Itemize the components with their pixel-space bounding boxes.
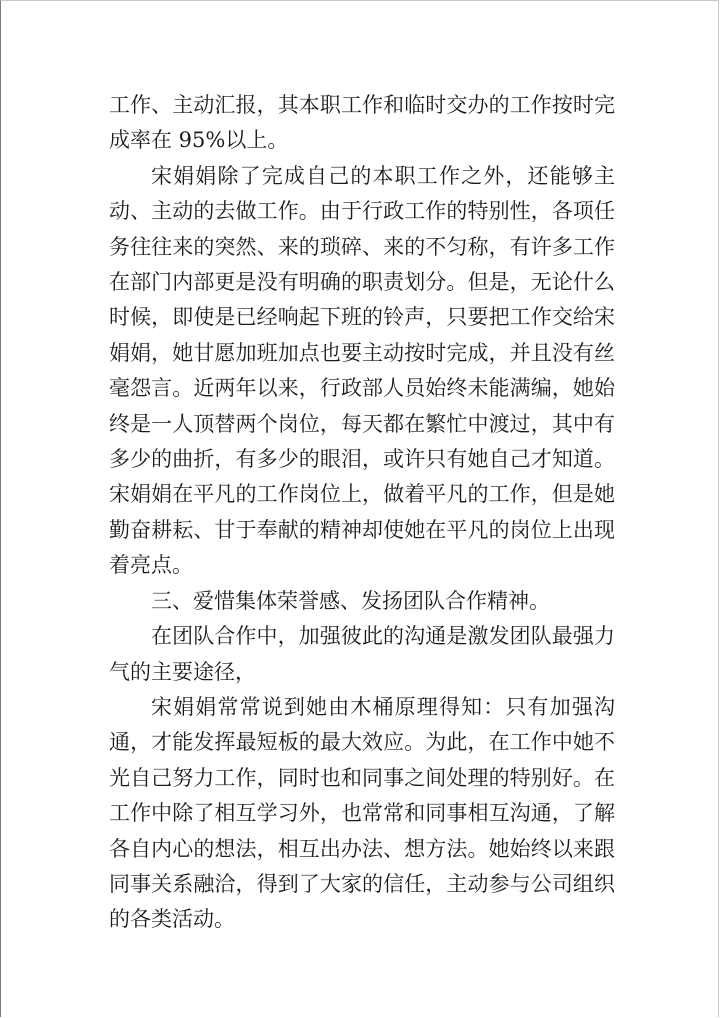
paragraph-initiative: 宋娟娟除了完成自己的本职工作之外，还能够主动、主动的去做工作。由于行政工作的特别性，各项任务往往来的突然、来的琐碎、来的不匀称，有许多工作在部门内部更是没有明确的职责划分。但是，无论什么时候，即使是已经响起下班的铃声，只要把工作交给宋娟娟，她甘愿加班加点也要主动按时完成，并且没有丝毫怨言。近两年以来，行政部人员始终未能满编，她始终是一人顶替两个岗位，每天都在繁忙中渡过，其中有多少的曲折，有多少的眼泪，或许只有她自己才知道。宋娟娟在平凡的工作岗位上，做着平凡的工作，但是她勤奋耕耘、甘于奉献的精神却使她在平凡的岗位上出现着亮点。 [109, 163, 615, 578]
paragraph-communication: 在团队合作中，加强彼此的沟通是激发团队最强力气的主要途径， [109, 624, 615, 684]
paragraph-continuation: 工作、主动汇报，其本职工作和临时交办的工作按时完成率在 95%以上。 [109, 93, 615, 153]
paragraph-barrel-principle: 宋娟娟常常说到她由木桶原理得知：只有加强沟通，才能发挥最短板的最大效应。为此，在工作中她不光自己努力工作，同时也和同事之间处理的特别好。在工作中除了相互学习外，也常常和同事相互沟通，了解各自内心的想法，相互出办法、想方法。她始终以来跟同事关系融洽，得到了大家的信任，主动参与公司组织的各类活动。 [109, 694, 615, 932]
section-heading-teamwork: 三、爱惜集体荣誉感、发扬团队合作精神。 [151, 588, 550, 613]
document-body [109, 88, 615, 938]
